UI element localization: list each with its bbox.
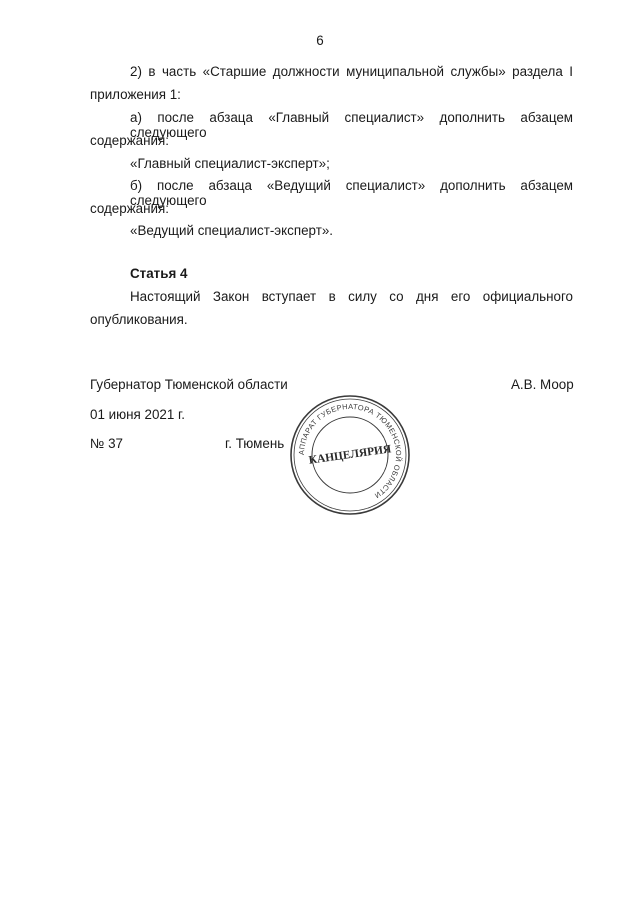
- item-a-line1: а) после абзаца «Главный специалист» дополнить абзацем следующего: [130, 110, 573, 140]
- governor-name: А.В. Моор: [511, 377, 574, 392]
- item2-line1: 2) в часть «Старшие должности муниципальной службы» раздела I: [130, 64, 573, 79]
- law-city: г. Тюмень: [225, 436, 285, 451]
- svg-text:КАНЦЕЛЯРИЯ: КАНЦЕЛЯРИЯ: [307, 443, 393, 467]
- article4-text-line1: Настоящий Закон вступает в силу со дня его официального: [130, 289, 573, 304]
- governor-position: Губернатор Тюменской области: [90, 377, 288, 392]
- item-b-quote: «Ведущий специалист-эксперт».: [130, 223, 333, 238]
- item2-line2: приложения 1:: [90, 87, 181, 102]
- law-number: № 37: [90, 436, 123, 451]
- law-date: 01 июня 2021 г.: [90, 407, 185, 422]
- svg-text:АППАРАТ ГУБЕРНАТОРА ТЮМЕНСКОЙ: АППАРАТ ГУБЕРНАТОРА ТЮМЕНСКОЙ ОБЛАСТИ: [296, 401, 404, 501]
- official-stamp: [288, 393, 412, 517]
- item-b-line2: содержания:: [90, 201, 169, 216]
- page-number: 6: [316, 33, 324, 48]
- item-b-line1: б) после абзаца «Ведущий специалист» дополнить абзацем следующего: [130, 178, 573, 208]
- item-a-line2: содержания:: [90, 133, 169, 148]
- article4-text-line2: опубликования.: [90, 312, 188, 327]
- article4-heading: Статья 4: [130, 266, 188, 281]
- item-a-quote: «Главный специалист-эксперт»;: [130, 156, 330, 171]
